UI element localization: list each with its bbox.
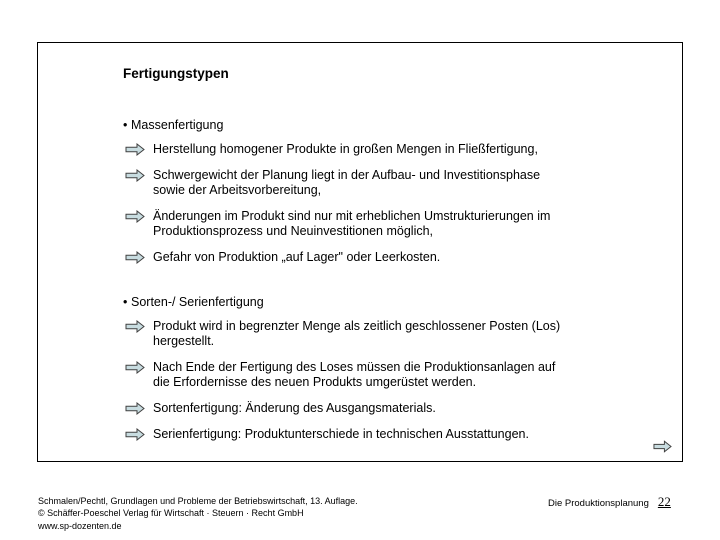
- bullet-heading-label: Massenfertigung: [131, 118, 224, 132]
- citation-line: Schmalen/Pechtl, Grundlagen und Probleme der Betriebswirtschaft, 13. Auflage.: [38, 496, 358, 506]
- item-line: Sortenfertigung: Änderung des Ausgangsmaterials.: [153, 401, 436, 415]
- list-item: [123, 319, 664, 349]
- item-line: die Erfordernisse des neuen Produkts umgerüstet werden.: [153, 375, 477, 389]
- right-block-arrow-icon: [125, 251, 145, 264]
- item-line: Schwergewicht der Planung liegt in der Aufbau- und Investitionsphase: [153, 168, 541, 182]
- right-block-arrow-icon: [125, 402, 145, 415]
- citation-url: www.sp-dozenten.de: [38, 520, 122, 531]
- right-block-arrow-icon: [125, 428, 145, 441]
- right-block-arrow-icon: [125, 361, 145, 374]
- page-number: 22: [657, 494, 671, 509]
- item-line: Produktionsprozess und Neuinvestitionen möglich,: [153, 224, 434, 238]
- item-line: sowie der Arbeitsvorbereitung,: [153, 183, 322, 197]
- section-sorten-serienfertigung: [123, 295, 664, 453]
- footer-chapter: [548, 494, 671, 510]
- bullet-heading: [123, 295, 664, 310]
- bullet-dot: •: [123, 118, 128, 132]
- item-line: hergestellt.: [153, 334, 215, 348]
- item-line: Änderungen im Produkt sind nur mit erheblichen Umstrukturierungen im: [153, 209, 551, 223]
- slide-title: Fertigungstypen: [123, 66, 229, 81]
- item-line: Produkt wird in begrenzter Menge als zeitlich geschlossener Posten (Los): [153, 319, 561, 333]
- list-item: [123, 168, 664, 198]
- next-slide-arrow-icon[interactable]: [653, 440, 672, 453]
- slide-canvas: [37, 42, 683, 462]
- bullet-dot: •: [123, 295, 128, 309]
- section-massenfertigung: [123, 118, 664, 276]
- right-block-arrow-icon: [125, 210, 145, 223]
- item-line: Nach Ende der Fertigung des Loses müssen die Produktionsanlagen auf: [153, 360, 556, 374]
- citation-line: © Schäffer-Poeschel Verlag für Wirtschaft · Steuern · Recht GmbH: [38, 508, 304, 519]
- item-line: Herstellung homogener Produkte in großen Mengen in Fließfertigung,: [153, 142, 538, 156]
- right-block-arrow-icon: [125, 143, 145, 156]
- list-item: [123, 250, 664, 265]
- bullet-heading-label: Sorten-/ Serienfertigung: [131, 295, 264, 309]
- list-item: [123, 401, 664, 416]
- list-item: [123, 209, 664, 239]
- footer-citation: [38, 495, 358, 532]
- bullet-heading: [123, 118, 664, 133]
- item-list: [123, 142, 664, 265]
- item-line: Serienfertigung: Produktunterschiede in technischen Ausstattungen.: [153, 427, 529, 441]
- list-item: [123, 142, 664, 157]
- list-item: [123, 427, 664, 442]
- item-list: [123, 319, 664, 442]
- item-line: Gefahr von Produktion „auf Lager" oder Leerkosten.: [153, 250, 441, 264]
- right-block-arrow-icon: [125, 320, 145, 333]
- chapter-label: Die Produktionsplanung: [548, 498, 649, 509]
- list-item: [123, 360, 664, 390]
- right-block-arrow-icon: [125, 169, 145, 182]
